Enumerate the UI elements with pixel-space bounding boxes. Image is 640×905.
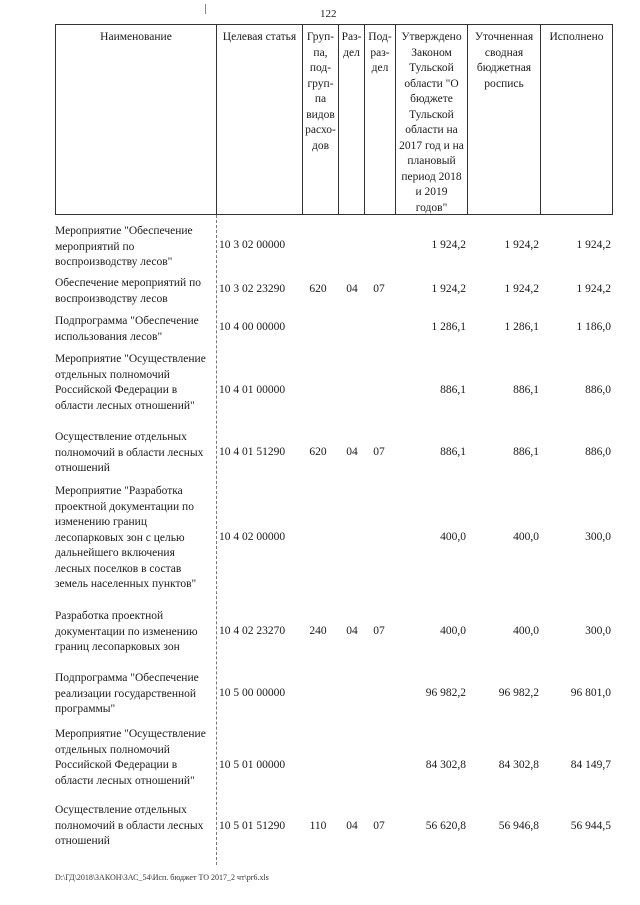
page-number: 122 bbox=[320, 8, 337, 20]
row-executed: 1 924,2 bbox=[576, 283, 611, 295]
row-group: 110 bbox=[309, 820, 327, 832]
header-section: Раз- дел bbox=[341, 31, 362, 59]
row-subsection: 07 bbox=[373, 446, 385, 458]
row-target: 10 3 02 00000 bbox=[219, 239, 286, 251]
row-approved: 886,1 bbox=[440, 384, 466, 396]
row-name: Разработка проектной документации по изменению границ лесопарковых зон bbox=[55, 610, 198, 653]
row-target: 10 4 02 00000 bbox=[219, 531, 286, 543]
row-target: 10 4 01 00000 bbox=[219, 384, 286, 396]
row-refined: 400,0 bbox=[513, 531, 539, 543]
row-approved: 96 982,2 bbox=[425, 687, 466, 699]
header-group: Груп- па, под- груп- па видов расхо- дов bbox=[305, 31, 336, 152]
row-refined: 56 946,8 bbox=[498, 820, 539, 832]
row-target: 10 5 00 00000 bbox=[219, 687, 286, 699]
row-refined: 886,1 bbox=[513, 446, 539, 458]
header-approved: Утверждено Законом Тульской области "О бюджете Тульской области на 2017 год и на плановый период 2018 и 2019 годов" bbox=[399, 31, 464, 214]
row-subsection: 07 bbox=[373, 625, 385, 637]
row-group: 620 bbox=[309, 446, 327, 458]
row-approved: 400,0 bbox=[440, 625, 466, 637]
row-section: 04 bbox=[346, 283, 358, 295]
row-target: 10 4 00 00000 bbox=[219, 321, 286, 333]
row-name: Осуществление отдельных полномочий в области лесных отношений bbox=[55, 804, 204, 847]
row-approved: 1 924,2 bbox=[431, 283, 466, 295]
row-target: 10 4 01 51290 bbox=[219, 446, 286, 458]
row-refined: 96 982,2 bbox=[498, 687, 539, 699]
row-approved: 84 302,8 bbox=[425, 759, 466, 771]
row-refined: 886,1 bbox=[513, 384, 539, 396]
header-subsection: Под- раз- дел bbox=[368, 31, 392, 74]
row-approved: 886,1 bbox=[440, 446, 466, 458]
header-refined: Уточненная сводная бюджетная роспись bbox=[474, 31, 534, 90]
row-executed: 1 924,2 bbox=[576, 239, 611, 251]
row-approved: 1 924,2 bbox=[431, 239, 466, 251]
row-refined: 1 286,1 bbox=[504, 321, 539, 333]
row-subsection: 07 bbox=[373, 820, 385, 832]
row-name: Обеспечение мероприятий по воспроизводству лесов bbox=[55, 277, 201, 305]
row-executed: 1 186,0 bbox=[576, 321, 611, 333]
file-path-footer: D:\ГД\2018\ЗАКОН\ЗАС_54\Исп. бюджет ТО 2017_2 чт\pr6.xls bbox=[55, 873, 269, 882]
row-section: 04 bbox=[346, 625, 358, 637]
row-name: Осуществление отдельных полномочий в области лесных отношений bbox=[55, 431, 204, 474]
row-refined: 84 302,8 bbox=[498, 759, 539, 771]
row-target: 10 5 01 00000 bbox=[219, 759, 286, 771]
row-approved: 400,0 bbox=[440, 531, 466, 543]
row-executed: 300,0 bbox=[585, 531, 611, 543]
row-executed: 56 944,5 bbox=[570, 820, 611, 832]
row-executed: 84 149,7 bbox=[570, 759, 611, 771]
column-separator bbox=[216, 215, 217, 865]
row-name: Подпрограмма "Обеспечение реализации государственной программы" bbox=[55, 672, 199, 715]
header-target: Целевая статья bbox=[222, 31, 297, 43]
header-executed: Исполнено bbox=[549, 31, 604, 43]
row-group: 620 bbox=[309, 283, 327, 295]
row-section: 04 bbox=[346, 820, 358, 832]
row-subsection: 07 bbox=[373, 283, 385, 295]
row-target: 10 5 01 51290 bbox=[219, 820, 286, 832]
row-refined: 400,0 bbox=[513, 625, 539, 637]
row-name: Мероприятие "Обеспечение мероприятий по воспроизводству лесов" bbox=[55, 225, 193, 268]
row-target: 10 3 02 23290 bbox=[219, 283, 286, 295]
row-executed: 300,0 bbox=[585, 625, 611, 637]
header-name: Наименование bbox=[100, 31, 172, 43]
row-executed: 886,0 bbox=[585, 384, 611, 396]
row-refined: 1 924,2 bbox=[504, 239, 539, 251]
row-name: Подпрограмма "Обеспечение использования лесов" bbox=[55, 315, 199, 343]
row-executed: 96 801,0 bbox=[570, 687, 611, 699]
row-target: 10 4 02 23270 bbox=[219, 625, 286, 637]
row-name: Мероприятие "Осуществление отдельных полномочий Российской Федерации в области лесных отношений" bbox=[55, 353, 206, 412]
row-name: Мероприятие "Осуществление отдельных полномочий Российской Федерации в области лесных отношений" bbox=[55, 728, 206, 787]
row-refined: 1 924,2 bbox=[504, 283, 539, 295]
row-approved: 56 620,8 bbox=[425, 820, 466, 832]
row-section: 04 bbox=[346, 446, 358, 458]
row-executed: 886,0 bbox=[585, 446, 611, 458]
row-approved: 1 286,1 bbox=[431, 321, 466, 333]
row-name: Мероприятие "Разработка проектной документации по изменению границ лесопарковых зон с целью дальнейшего включения лесных поселков в состав земель населенных пунктов" bbox=[55, 485, 197, 590]
row-group: 240 bbox=[309, 625, 327, 637]
scan-artifact bbox=[205, 4, 206, 14]
